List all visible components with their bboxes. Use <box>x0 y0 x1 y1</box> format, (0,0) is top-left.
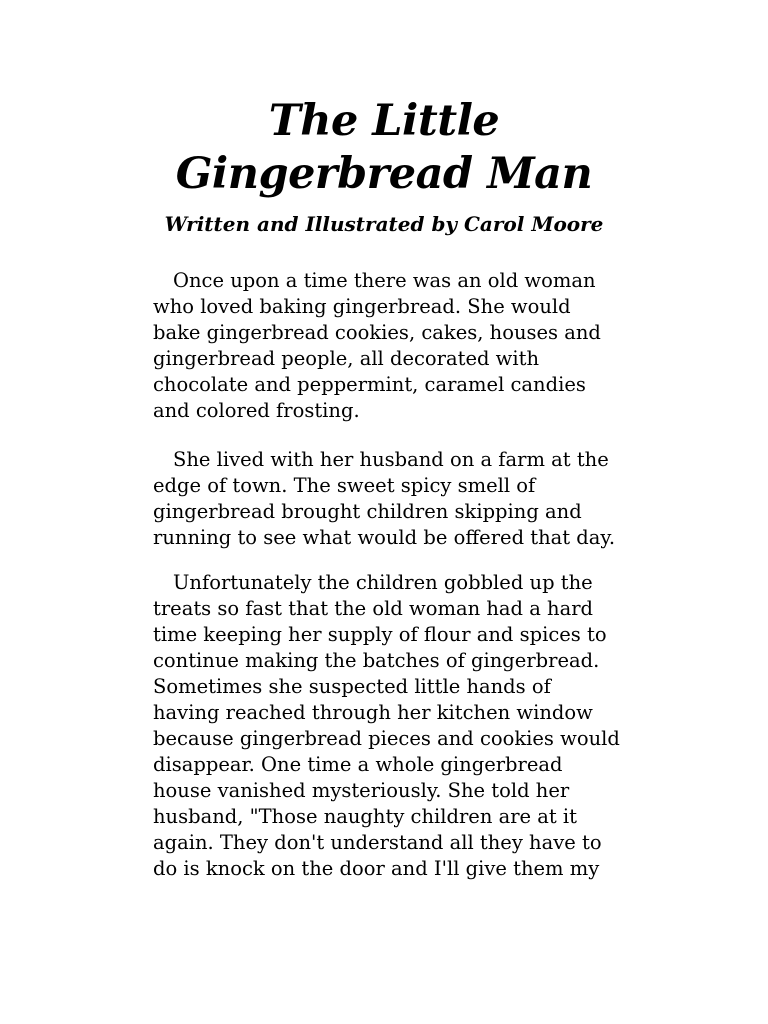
paragraph-line: disappear. One time a whole gingerbread <box>153 753 563 776</box>
paragraph-line: treats so fast that the old woman had a hard <box>153 597 594 620</box>
paragraph-line: because gingerbread pieces and cookies would <box>153 727 620 750</box>
paragraph-line: again. They don't understand all they have to <box>153 831 602 854</box>
paragraph-line: continue making the batches of gingerbread. <box>153 649 600 672</box>
paragraph-line: husband, "Those naughty children are at it <box>153 805 578 828</box>
paragraph-3 <box>153 570 623 882</box>
paragraph-line: She lived with her husband on a farm at the <box>173 448 609 471</box>
paragraph-line: chocolate and peppermint, caramel candies <box>153 373 586 396</box>
paragraph-line: do is knock on the door and I'll give them my <box>153 857 600 880</box>
title-line-1: The Little <box>268 96 500 146</box>
paragraph-line: time keeping her supply of flour and spices to <box>153 623 607 646</box>
paragraph-1 <box>153 268 623 424</box>
paragraph-line: house vanished mysteriously. She told her <box>153 779 570 802</box>
title-line-2: Gingerbread Man <box>175 149 593 199</box>
paragraph-line: and colored frosting. <box>153 399 360 422</box>
paragraph-2 <box>153 447 623 551</box>
paragraph-line: Sometimes she suspected little hands of <box>153 675 551 698</box>
paragraph-line: gingerbread brought children skipping and <box>153 500 582 523</box>
paragraph-line: running to see what would be offered that day. <box>153 526 616 549</box>
paragraph-line: Unfortunately the children gobbled up the <box>173 571 593 594</box>
byline: Written and Illustrated by Carol Moore <box>164 212 604 236</box>
paragraph-line: having reached through her kitchen window <box>153 701 593 724</box>
paragraph-line: who loved baking gingerbread. She would <box>153 295 571 318</box>
paragraph-line: edge of town. The sweet spicy smell of <box>153 474 536 497</box>
paragraph-line: bake gingerbread cookies, cakes, houses and <box>153 321 601 344</box>
paragraph-line: Once upon a time there was an old woman <box>173 269 596 292</box>
paragraph-line: gingerbread people, all decorated with <box>153 347 540 370</box>
